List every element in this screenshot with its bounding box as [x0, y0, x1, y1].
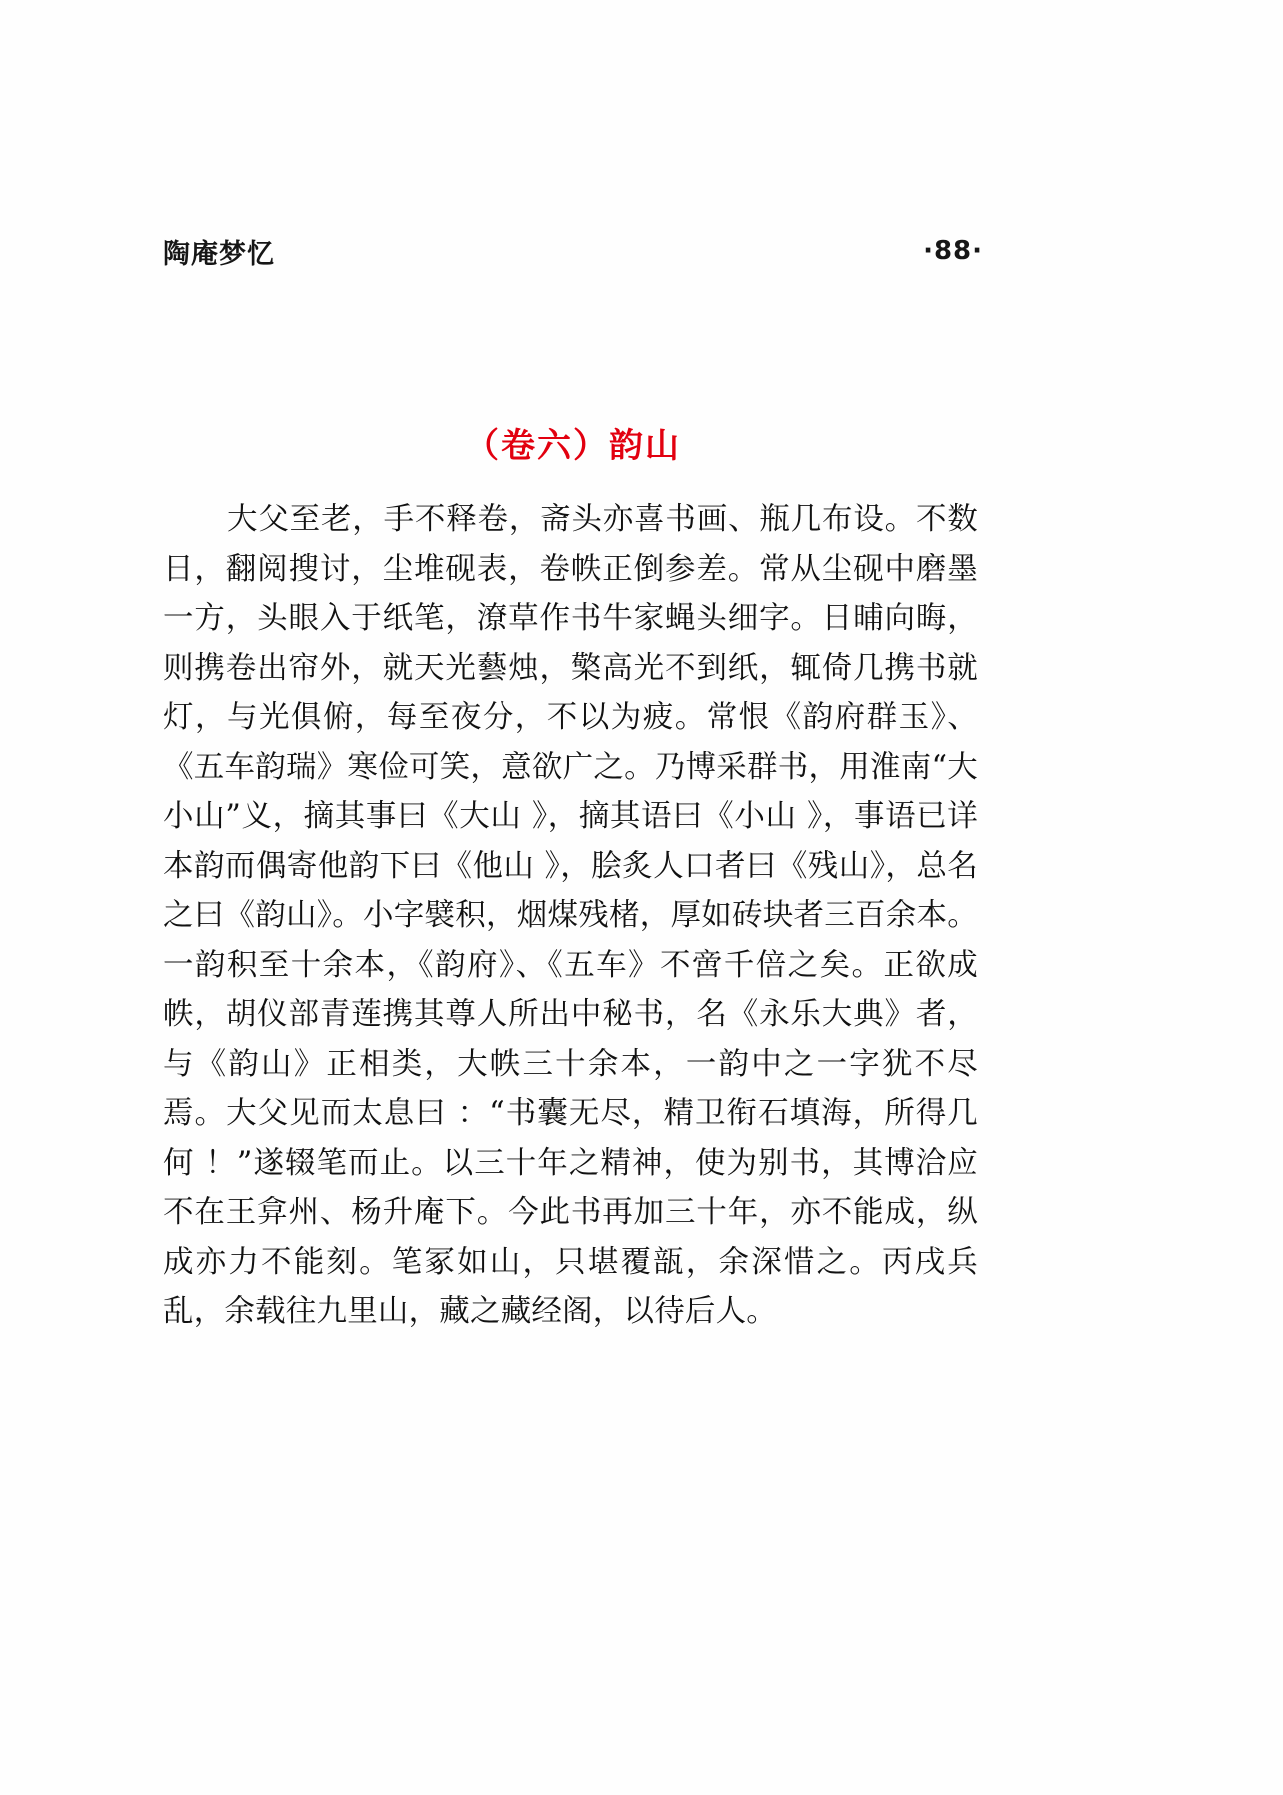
book-title: 陶庵梦忆 [163, 239, 275, 270]
chapter-title: （卷六）韵山 [465, 425, 681, 466]
body-paragraph: 大父至老，手不释卷，斋头亦喜书画、瓶几布设。不数日，翻阅搜讨，尘堆砚表，卷帙正倒参差。常从尘砚中磨墨一方，头眼入于纸笔，潦草作书牛家蝇头细字。日晡向晦，则携卷出帘外，就天光藝烛，檠高光不到纸，辄倚几携书就灯，与光俱俯，每至夜分，不以为疲。常恨《韵府群玉》、《五车韵瑞》寒俭可笑，意欲广之。乃博采群书，用淮南“大小山”义，摘其事曰《大山 》，摘其语曰《小山 》，事语已详本韵而偶寄他韵下曰《他山 》，脍炙人口者曰《残山》，总名之曰《韵山》。小字襞积，烟煤残楮，厚如砖块者三百余本。一韵积至十余本，《韵府》、《五车》不啻千倍之矣。正欲成帙，胡仪部青莲携其尊人所出中秘书，名《永乐大典》者，与《韵山》正相类，大帙三十余本，一韵中之一字犹不尽焉。大父见而太息曰 ：“书囊无尽，精卫衔石填海，所得几何 ！”遂辍笔而止。以三十年之精神，使为别书，其博洽应不在王弇州、杨升庵下。今此书再加三十年，亦不能成，纵成亦力不能刻。笔冢如山，只堪覆瓿，余深惜之。丙戌兵乱，余载往九里山，藏之藏经阁，以待后人。 [163, 502, 978, 1329]
running-head [163, 232, 983, 276]
page-number: ·88· [923, 236, 983, 266]
